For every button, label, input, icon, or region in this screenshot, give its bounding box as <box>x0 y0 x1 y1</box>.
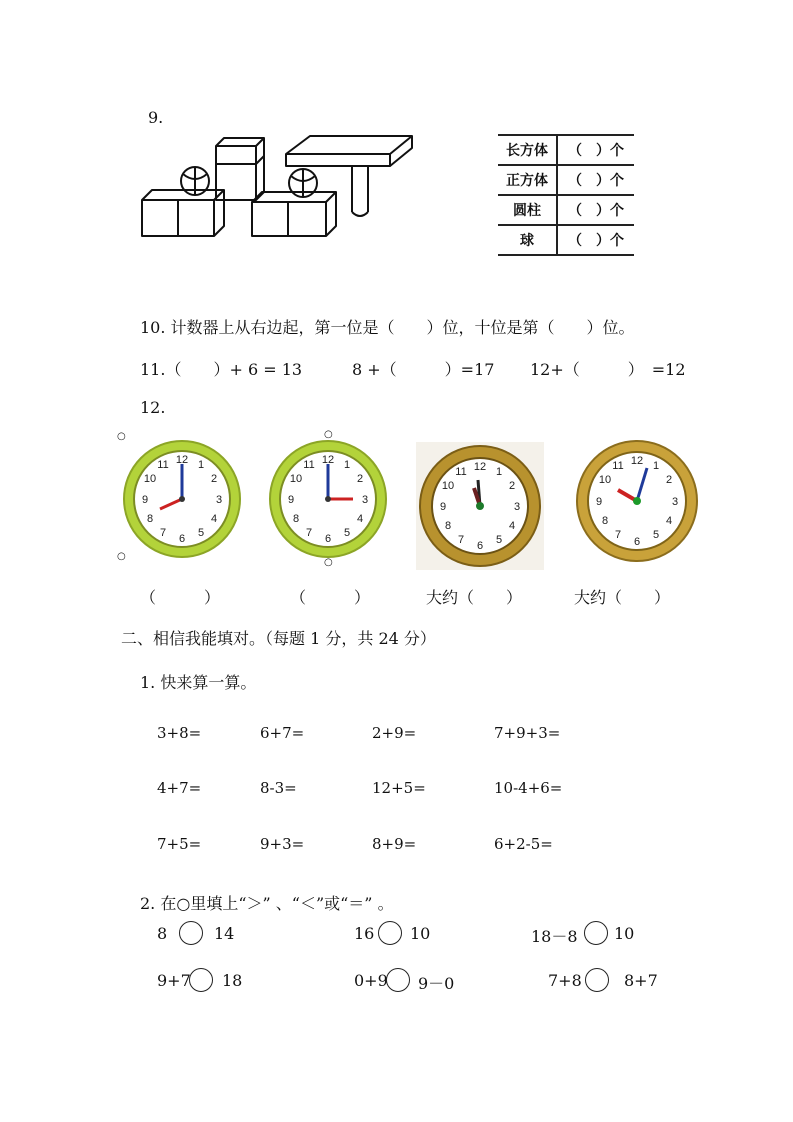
count-blank[interactable]: （ ）个 <box>557 135 634 165</box>
clock-numeral: 8 <box>601 515 609 527</box>
compare-right: 10 <box>614 924 635 943</box>
clock-numeral: 9 <box>287 494 295 506</box>
clock-numeral: 8 <box>444 520 452 532</box>
dot-icon: ○ <box>117 551 126 562</box>
clock-numeral: 12 <box>473 461 487 473</box>
clock-numeral: 4 <box>665 515 673 527</box>
calc-item: 10-4+6= <box>494 779 563 797</box>
clock-numeral: 10 <box>441 480 455 492</box>
q11-part-c: 12+（ ） =12 <box>530 360 686 379</box>
q11-part-b: 8 +（ ）=17 <box>352 360 495 379</box>
compare-left: 7+8 <box>548 971 582 990</box>
compare-left: 8 <box>157 924 168 943</box>
ball-shape <box>289 169 317 197</box>
calc-item: 2+9= <box>372 724 417 742</box>
compare-left: 18－8 <box>531 927 578 946</box>
clock-answer-blank[interactable]: （ ） <box>140 588 221 607</box>
clock-numeral: 7 <box>159 527 167 539</box>
clock-numeral: 11 <box>455 466 467 478</box>
clock-numeral: 4 <box>356 513 364 525</box>
count-blank[interactable]: （ ）个 <box>557 195 634 225</box>
clock-face <box>570 434 705 569</box>
compare-circle[interactable] <box>179 921 203 945</box>
cylinder-shape <box>352 166 368 216</box>
compare-right: 18 <box>222 971 243 990</box>
clock-numeral: 12 <box>630 455 644 467</box>
compare-right: 9－0 <box>418 974 455 993</box>
clock-numeral: 1 <box>197 459 205 471</box>
clock-numeral: 4 <box>210 513 218 525</box>
compare-circle[interactable] <box>386 968 410 992</box>
calc-item: 7+5= <box>157 835 202 853</box>
table-row <box>498 135 634 165</box>
shape-label: 长方体 <box>498 135 557 165</box>
clock-numeral: 5 <box>343 527 351 539</box>
clock-numeral: 9 <box>595 496 603 508</box>
shape-count-table <box>498 134 634 256</box>
clock-numeral: 3 <box>671 496 679 508</box>
clock-numeral: 9 <box>439 501 447 513</box>
table-row <box>498 165 634 195</box>
compare-right: 14 <box>214 924 235 943</box>
clock-answer-blank[interactable]: 大约（ ） <box>426 588 523 607</box>
clock-answer-blank[interactable]: （ ） <box>290 588 371 607</box>
dot-icon: ○ <box>324 429 333 440</box>
calc-item: 6+2-5= <box>494 835 553 853</box>
clock-numeral: 5 <box>652 529 660 541</box>
calc-item: 6+7= <box>260 724 305 742</box>
compare-left: 16 <box>354 924 375 943</box>
clock-numeral: 2 <box>210 473 218 485</box>
calc-item: 7+9+3= <box>494 724 561 742</box>
s2q1-title: 1. 快来算一算。 <box>140 673 257 692</box>
calc-item: 8-3= <box>260 779 297 797</box>
clock-numeral: 10 <box>598 474 612 486</box>
clock-numeral: 6 <box>178 533 186 545</box>
clock-numeral: 4 <box>508 520 516 532</box>
clock-numeral: 9 <box>141 494 149 506</box>
clock-numeral: 6 <box>633 536 641 548</box>
count-blank[interactable]: （ ）个 <box>557 225 634 255</box>
slab-shape <box>286 136 412 166</box>
count-blank[interactable]: （ ）个 <box>557 165 634 195</box>
clock-numeral: 6 <box>324 533 332 545</box>
clock-numeral: 3 <box>215 494 223 506</box>
solid-shapes-figure <box>138 128 420 242</box>
table-row <box>498 225 634 255</box>
clock-face <box>115 432 250 567</box>
clock-numeral: 11 <box>612 460 624 472</box>
ball-shape <box>181 167 209 195</box>
q11-part-a: 11.（ ）+ 6 = 13 <box>140 360 303 379</box>
calc-item: 9+3= <box>260 835 305 853</box>
clock-numeral: 11 <box>303 459 315 471</box>
clock-numeral: 10 <box>289 473 303 485</box>
clock-numeral: 7 <box>305 527 313 539</box>
compare-left: 9+7 <box>157 971 191 990</box>
table-row <box>498 195 634 225</box>
clock-numeral: 2 <box>356 473 364 485</box>
clock-numeral: 3 <box>361 494 369 506</box>
clock-numeral: 8 <box>146 513 154 525</box>
clock-numeral: 12 <box>175 454 189 466</box>
clock-numeral: 5 <box>495 534 503 546</box>
clock-numeral: 12 <box>321 454 335 466</box>
shape-label: 正方体 <box>498 165 557 195</box>
shape-label: 球 <box>498 225 557 255</box>
dot-icon: ○ <box>117 431 126 442</box>
clock-numeral: 7 <box>457 534 465 546</box>
clock-numeral: 1 <box>495 466 503 478</box>
q9-number: 9. <box>148 108 164 127</box>
clock-numeral: 5 <box>197 527 205 539</box>
clock-numeral: 8 <box>292 513 300 525</box>
dot-icon: ○ <box>324 557 333 568</box>
clock-numeral: 1 <box>652 460 660 472</box>
compare-circle[interactable] <box>378 921 402 945</box>
compare-circle[interactable] <box>584 921 608 945</box>
clock-numeral: 3 <box>513 501 521 513</box>
calc-item: 3+8= <box>157 724 202 742</box>
clock-numeral: 7 <box>614 529 622 541</box>
calc-item: 8+9= <box>372 835 417 853</box>
shape-label: 圆柱 <box>498 195 557 225</box>
compare-left: 0+9 <box>354 971 388 990</box>
calc-item: 12+5= <box>372 779 426 797</box>
clock-numeral: 6 <box>476 540 484 552</box>
section-heading: 二、相信我能填对。（每题 1 分，共 24 分） <box>121 629 436 648</box>
compare-right: 8+7 <box>624 971 658 990</box>
q12-number: 12. <box>140 398 166 417</box>
clock-numeral: 10 <box>143 473 157 485</box>
clock-numeral: 2 <box>665 474 673 486</box>
compare-circle[interactable] <box>189 968 213 992</box>
compare-circle[interactable] <box>585 968 609 992</box>
calc-item: 4+7= <box>157 779 202 797</box>
clock-numeral: 1 <box>343 459 351 471</box>
clock-numeral: 2 <box>508 480 516 492</box>
s2q2-title: 2. 在○里填上“＞” 、“＜”或“＝” 。 <box>140 894 394 913</box>
cube-shape-right <box>252 192 336 236</box>
cuboid-shape-left <box>142 190 224 236</box>
compare-right: 10 <box>410 924 431 943</box>
clock-face <box>261 432 396 567</box>
clock-face <box>416 442 544 570</box>
clock-numeral: 11 <box>157 459 169 471</box>
q10-text: 10. 计数器上从右边起，第一位是（ ）位，十位是第（ ）位。 <box>140 318 635 337</box>
clock-answer-blank[interactable]: 大约（ ） <box>574 588 671 607</box>
